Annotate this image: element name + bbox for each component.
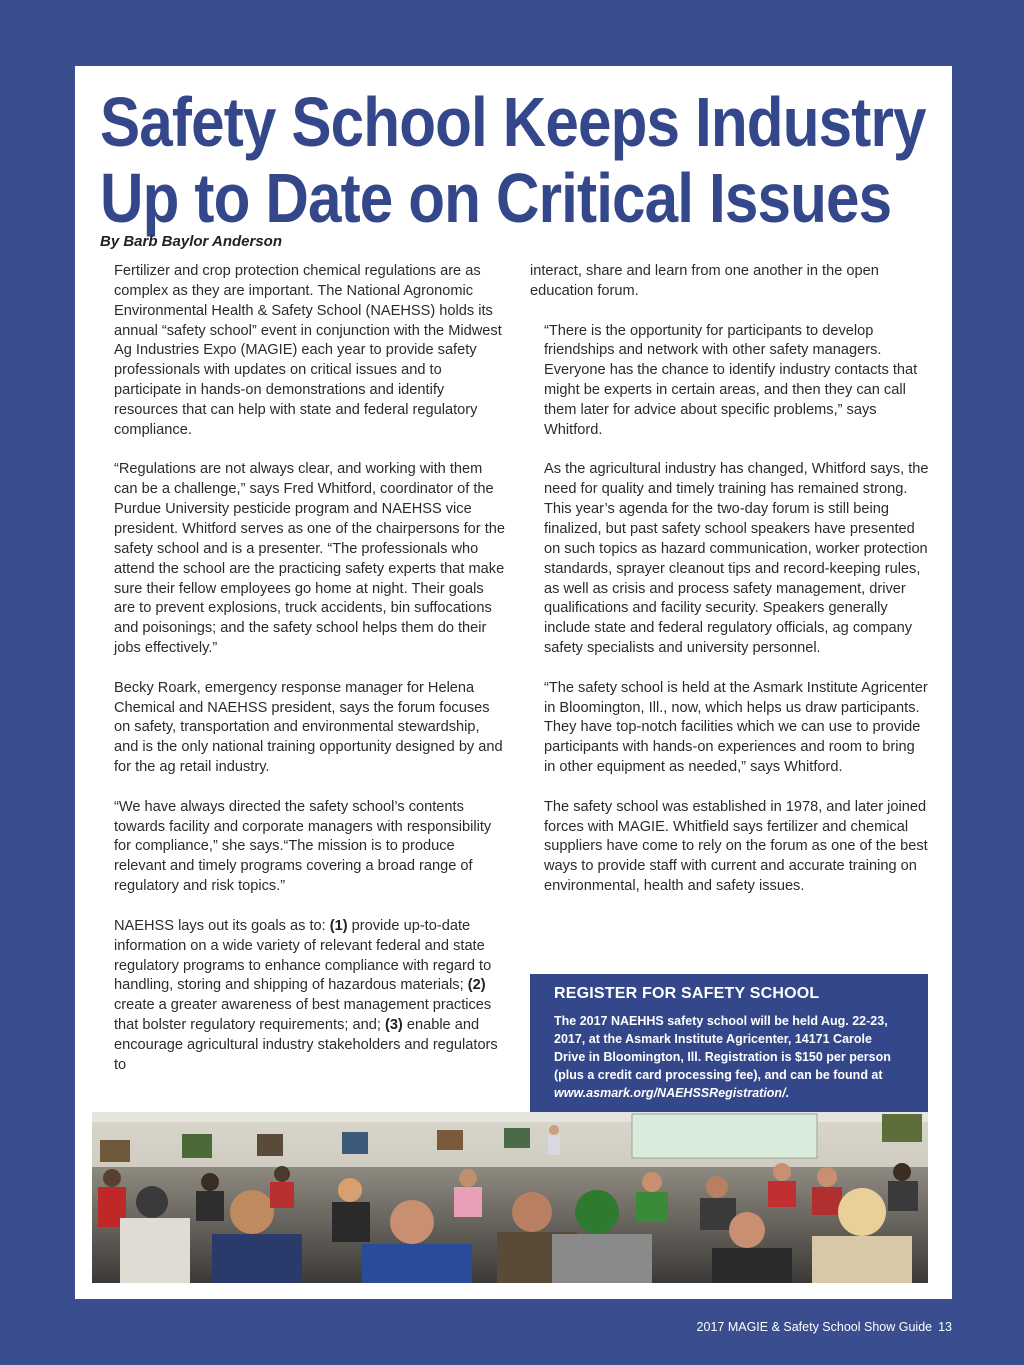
goals-text: provide up-to-date information on a wide variety of relevant federal and state regulatory programs to enhance compliance with regard to handling, storing and shipping of hazardous materials; [114,917,492,994]
paragraph: “The safety school is held at the Asmark Institute Agricenter in Bloomington, Ill., now, which helps us draw participants. They have top-notch facilities which we can use to provide participants with hands-on experiences and room to bring in other equipment as needed,” says Whitford. [544,679,928,776]
paragraph: “Regulations are not always clear, and working with them can be a challenge,” says Fred Whitford, coordinator of the Purdue University pesticide program and NAEHSS vice president. Whitford serves as one of the chairpersons for the safety school and is a presenter. “The professionals who attend the school are the practicing safety experts that make sure their fellow employees go home at night. Their goals are to prevent explosions, truck accidents, bin suffocations and poisonings; and the safety school helps them do their jobs effectively.” [114,461,505,657]
register-text-end: . [785,1086,790,1100]
paragraph: The safety school was established in 1978, and later joined forces with MAGIE. Whitfield says fertilizer and chemical suppliers have come to rely on the forum as one of the best ways to provide staff with current and accurate training on environmental, health and safety issues. [544,798,928,895]
left-column [100,262,505,1095]
goal-number: (2) [467,977,486,994]
page-footer [697,1320,952,1334]
article-page [75,66,952,1299]
goals-text: NAEHSS lays out its goals as to: [114,917,330,934]
page-number: 13 [938,1320,952,1334]
article-headline [100,83,926,237]
paragraph: As the agricultural industry has changed, Whitford says, the need for quality and timely training has remained strong. This year’s agenda for the two-day forum is still being finalized, but past safety school speakers have presented on such topics as hazard communication, worker protection standards, sprayer cleanout tips and record-keeping rules, as well as crisis and process safety management, driver qualifications and facility security. Speakers generally include state and federal regulatory officials, ag company safety specialists and university personnel. [544,461,929,657]
goals-text: create a greater awareness of best management practices that bolster regulatory requirements; and; [114,997,492,1034]
paragraph: interact, share and learn from one another in the open education forum. [530,263,879,299]
guide-title: 2017 MAGIE & Safety School Show Guide [696,1320,933,1334]
right-column [530,262,930,917]
seminar-audience-photo [92,1112,928,1283]
register-title: REGISTER FOR SAFETY SCHOOL [554,985,820,1002]
headline-line-1: Safety School Keeps Industry [100,83,926,161]
goals-text: enable and encourage agricultural industry stakeholders and regulators to [114,1017,498,1073]
goal-number: (1) [329,917,348,934]
register-box [530,974,928,1112]
register-text: The 2017 NAEHHS safety school will be held Aug. 22-23, 2017, at the Asmark Institute Agricenter, 14171 Carole Drive in Bloomington, Ill. Registration is $150 per person (plus a credit card processing fee), and can be found at [554,1014,891,1082]
register-body [554,1012,904,1102]
headline-line-2: Up to Date on Critical Issues [100,159,892,237]
paragraph: Fertilizer and crop protection chemical regulations are as complex as they are important. The National Agronomic Environmental Health & Safety School (NAEHSS) holds its annual “safety school” event in conjunction with the Midwest Ag Industries Expo (MAGIE) each year to provide safety professionals with updates on critical issues and to participate in hands-on demonstrations and identify resources that can help with state and federal regulatory compliance. [114,263,502,438]
paragraph: “We have always directed the safety school’s contents towards facility and corporate managers with responsibility for compliance,” she says.“The mission is to produce relevant and timely programs covering a broad range of regulatory and risk topics.” [114,798,492,895]
byline: By Barb Baylor Anderson [100,233,282,250]
paragraph: Becky Roark, emergency response manager for Helena Chemical and NAEHSS president, says the forum focuses on safety, transportation and environmental stewardship, and is the only national training opportunity designed by and for the ag retail industry. [114,679,503,776]
goal-number: (3) [384,1017,403,1034]
paragraph: “There is the opportunity for participants to develop friendships and network with other safety managers. Everyone has the chance to identify industry contacts that might be experts in certain areas, and then they can call them later for advice about specific problems,” says Whitford. [544,322,918,438]
goals-paragraph [100,917,505,1076]
registration-link[interactable]: www.asmark.org/NAEHSSRegistration/ [554,1086,786,1100]
